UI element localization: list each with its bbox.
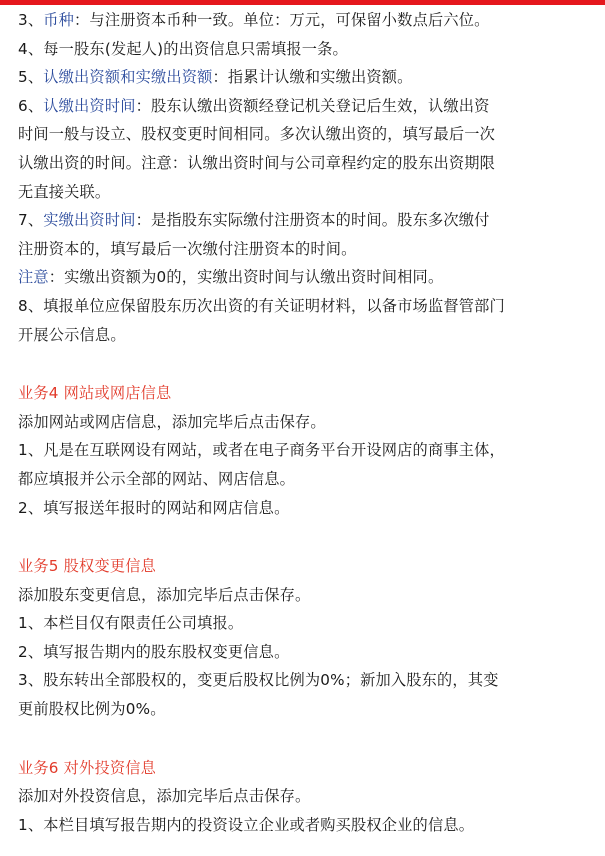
section-item: 2、填写报送年报时的网站和网店信息。 [18, 498, 290, 517]
term-subscription-time: 认缴出资时间 [43, 96, 136, 115]
note-6-cont-3: 无直接关联。 [18, 182, 111, 201]
attention-text: ：实缴出资额为0的，实缴出资时间与认缴出资时间相同。 [48, 268, 444, 287]
note-8: 8、填报单位应保留股东历次出资的有关证明材料，以备市场监督管部门 [18, 296, 505, 315]
note-8-cont: 开展公示信息。 [18, 325, 126, 344]
attention-label: 注意 [18, 268, 49, 287]
document-body [18, 6, 598, 839]
note-text: ：指累计认缴和实缴出资额。 [212, 68, 413, 87]
note-text: 每一股东(发起人)的出资信息只需填报一条。 [43, 39, 348, 58]
section-item: 1、本栏目仅有限责任公司填报。 [18, 614, 244, 633]
spacer [18, 522, 598, 552]
note-7-cont-1: 注册资本的，填写最后一次缴付注册资本的时间。 [18, 239, 357, 258]
section-intro: 添加股东变更信息，添加完毕后点击保存。 [18, 585, 311, 604]
spacer [18, 724, 598, 754]
note-7 [18, 206, 598, 235]
term-currency: 币种 [43, 11, 75, 29]
note-text: ：是指股东实际缴付注册资本的时间。股东多次缴付 [135, 211, 490, 230]
note-4 [18, 35, 598, 64]
section-item: 3、股东转出全部股权的，变更后股权比例为0%；新加入股东的，其变 [18, 671, 499, 690]
section-title-business-5: 业务5 股权变更信息 [18, 557, 156, 576]
note-5 [18, 63, 598, 92]
section-item: 更前股权比例为0%。 [18, 700, 166, 719]
note-text: ：与注册资本币种一致。单位：万元，可保留小数点后六位。 [74, 11, 490, 29]
section-intro: 添加网站或网店信息，添加完毕后点击保存。 [18, 412, 326, 431]
section-title-business-6: 业务6 对外投资信息 [18, 758, 156, 777]
item-number: 4、 [18, 39, 44, 58]
section-item: 都应填报并公示全部的网站、网店信息。 [18, 469, 295, 488]
section-item: 2、填写报告期内的股东股权变更信息。 [18, 642, 290, 661]
note-text: ：股东认缴出资额经登记机关登记后生效，认缴出资 [135, 96, 490, 115]
note-6-cont-2: 认缴出资的时间。注意：认缴出资时间与公司章程约定的股东出资期限 [18, 153, 496, 172]
spacer [18, 349, 598, 379]
term-paid-time: 实缴出资时间 [43, 211, 136, 230]
item-number: 5、 [18, 68, 44, 87]
item-number: 3、 [18, 11, 44, 29]
note-6-cont-1: 时间一般与设立、股权变更时间相同。多次认缴出资的，填写最后一次 [18, 125, 496, 144]
attention-note [18, 263, 598, 292]
item-number: 7、 [18, 211, 44, 230]
section-item: 1、凡是在互联网设有网站，或者在电子商务平台开设网店的商事主体， [18, 441, 505, 460]
note-6 [18, 92, 598, 121]
section-item: 1、本栏目填写报告期内的投资设立企业或者购买股权企业的信息。 [18, 815, 475, 834]
top-accent-bar [0, 0, 605, 5]
section-intro: 添加对外投资信息，添加完毕后点击保存。 [18, 787, 311, 806]
term-subscribed-paid-amount: 认缴出资额和实缴出资额 [43, 68, 213, 87]
note-3 [18, 6, 598, 35]
item-number: 6、 [18, 96, 44, 115]
section-title-business-4: 业务4 网站或网店信息 [18, 384, 172, 403]
